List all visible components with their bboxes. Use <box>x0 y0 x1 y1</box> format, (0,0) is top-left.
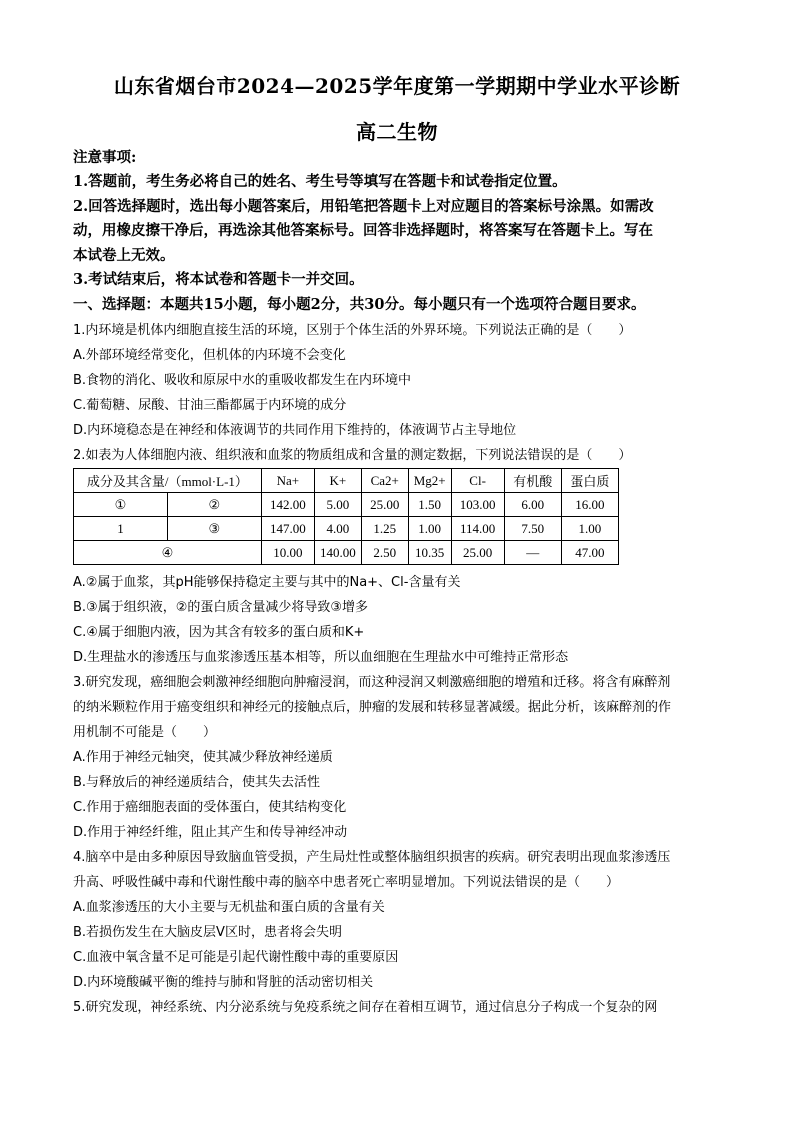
table-cell: 114.00 <box>451 517 504 541</box>
table-cell: 1 <box>74 517 168 541</box>
table-cell: 47.00 <box>561 541 618 565</box>
table-cell: 1.00 <box>561 517 618 541</box>
q4-option-a: A.血浆渗透压的大小主要与无机盐和蛋白质的含量有关 <box>73 900 385 915</box>
q1-stem: 1.内环境是机体内细胞直接生活的环境，区别于个体生活的外界环境。下列说法正确的是（ ） <box>73 323 632 338</box>
exam-subject: 高二生物 <box>356 120 438 144</box>
table-header-cell: Cl- <box>451 469 504 493</box>
q2-option-c: C.④属于细胞内液，因为其含有较多的蛋白质和K+ <box>73 625 365 640</box>
q3-stem-line-1: 3.研究发现，癌细胞会刺激神经细胞向肿瘤浸润，而这种浸润又刺激癌细胞的增殖和迁移。将含有麻醉剂 <box>73 675 671 690</box>
table-cell: ④ <box>74 541 262 565</box>
table-cell: ② <box>167 493 261 517</box>
table-header-cell: Mg2+ <box>408 469 451 493</box>
q1-option-c: C.葡萄糖、尿酸、甘油三酯都属于内环境的成分 <box>73 398 347 413</box>
table-cell: 147.00 <box>261 517 314 541</box>
notice-heading: 注意事项: <box>73 149 137 166</box>
table-cell: — <box>504 541 561 565</box>
table-cell: 5.00 <box>314 493 361 517</box>
table-cell: 1.25 <box>361 517 408 541</box>
q4-stem-line-2: 升高、呼吸性碱中毒和代谢性酸中毒的脑卒中患者死亡率明显增加。下列说法错误的是（ ） <box>73 875 620 890</box>
composition-table <box>73 468 619 565</box>
q1-option-b: B.食物的消化、吸收和原尿中水的重吸收都发生在内环境中 <box>73 373 412 388</box>
notice-item-3: 3.考试结束后，将本试卷和答题卡一并交回。 <box>73 271 364 288</box>
table-header-row <box>74 469 619 493</box>
q3-option-a: A.作用于神经元轴突，使其减少释放神经递质 <box>73 750 333 765</box>
notice-item-2-line-2: 动，用橡皮擦干净后，再选涂其他答案标号。回答非选择题时，将答案写在答题卡上。写在 <box>73 222 653 239</box>
exam-title: 山东省烟台市2024—2025学年度第一学期期中学业水平诊断 <box>113 74 681 98</box>
q3-stem-line-3: 用机制不可能是（ ） <box>73 725 217 740</box>
table-header-cell: 有机酸 <box>504 469 561 493</box>
q4-option-b: B.若损伤发生在大脑皮层V区时，患者将会失明 <box>73 925 342 940</box>
table-cell: 25.00 <box>451 541 504 565</box>
table-cell: 103.00 <box>451 493 504 517</box>
table-cell: 16.00 <box>561 493 618 517</box>
table-header-cell: Ca2+ <box>361 469 408 493</box>
q3-stem-line-2: 的纳米颗粒作用于癌变组织和神经元的接触点后，肿瘤的发展和转移显著减缓。据此分析，该麻醉剂的作 <box>73 700 672 715</box>
q4-option-d: D.内环境酸碱平衡的维持与肺和肾脏的活动密切相关 <box>73 975 374 990</box>
q2-option-b: B.③属于组织液，②的蛋白质含量减少将导致③增多 <box>73 600 369 615</box>
table-cell: 140.00 <box>314 541 361 565</box>
q2-stem: 2.如表为人体细胞内液、组织液和血浆的物质组成和含量的测定数据，下列说法错误的是（ ） <box>73 448 632 463</box>
table-cell: 142.00 <box>261 493 314 517</box>
table-cell: 25.00 <box>361 493 408 517</box>
section-heading: 一、选择题：本题共15小题，每小题2分，共30分。每小题只有一个选项符合题目要求。 <box>73 296 646 313</box>
q1-option-a: A.外部环境经常变化，但机体的内环境不会变化 <box>73 348 346 363</box>
notice-item-1: 1.答题前，考生务必将自己的姓名、考生号等填写在答题卡和试卷指定位置。 <box>73 173 567 190</box>
table-cell: ③ <box>167 517 261 541</box>
table-cell: 10.35 <box>408 541 451 565</box>
notice-item-2-line-1: 2.回答选择题时，选出每小题答案后，用铅笔把答题卡上对应题目的答案标号涂黑。如需改 <box>73 198 654 215</box>
q3-option-c: C.作用于癌细胞表面的受体蛋白，使其结构变化 <box>73 800 347 815</box>
table-header-cell: K+ <box>314 469 361 493</box>
table-cell: 7.50 <box>504 517 561 541</box>
table-cell: 4.00 <box>314 517 361 541</box>
q4-stem-line-1: 4.脑卒中是由多种原因导致脑血管受损，产生局灶性或整体脑组织损害的疾病。研究表明出现血浆渗透压 <box>73 850 671 865</box>
table-cell: 6.00 <box>504 493 561 517</box>
table-cell: 2.50 <box>361 541 408 565</box>
q5-stem-line-1: 5.研究发现，神经系统、内分泌系统与免疫系统之间存在着相互调节，通过信息分子构成一个复杂的网 <box>73 1000 658 1015</box>
q1-option-d: D.内环境稳态是在神经和体液调节的共同作用下维持的，体液调节占主导地位 <box>73 423 517 438</box>
table-cell: 1.50 <box>408 493 451 517</box>
q4-option-c: C.血液中氧含量不足可能是引起代谢性酸中毒的重要原因 <box>73 950 399 965</box>
table-cell: 10.00 <box>261 541 314 565</box>
table-row <box>74 541 619 565</box>
table-cell: ① <box>74 493 168 517</box>
q2-option-a: A.②属于血浆，其pH能够保持稳定主要与其中的Na+、Cl-含量有关 <box>73 575 461 590</box>
table-header-cell: Na+ <box>261 469 314 493</box>
table-header-cell: 蛋白质 <box>561 469 618 493</box>
notice-item-2-line-3: 本试卷上无效。 <box>73 247 175 264</box>
table-row <box>74 493 619 517</box>
table-header-cell: 成分及其含量/（mmol·L-1） <box>74 469 262 493</box>
table-cell: 1.00 <box>408 517 451 541</box>
q3-option-d: D.作用于神经纤维，阻止其产生和传导神经冲动 <box>73 825 348 840</box>
q2-option-d: D.生理盐水的渗透压与血浆渗透压基本相等，所以血细胞在生理盐水中可维持正常形态 <box>73 650 569 665</box>
q3-option-b: B.与释放后的神经递质结合，使其失去活性 <box>73 775 321 790</box>
table-row <box>74 517 619 541</box>
